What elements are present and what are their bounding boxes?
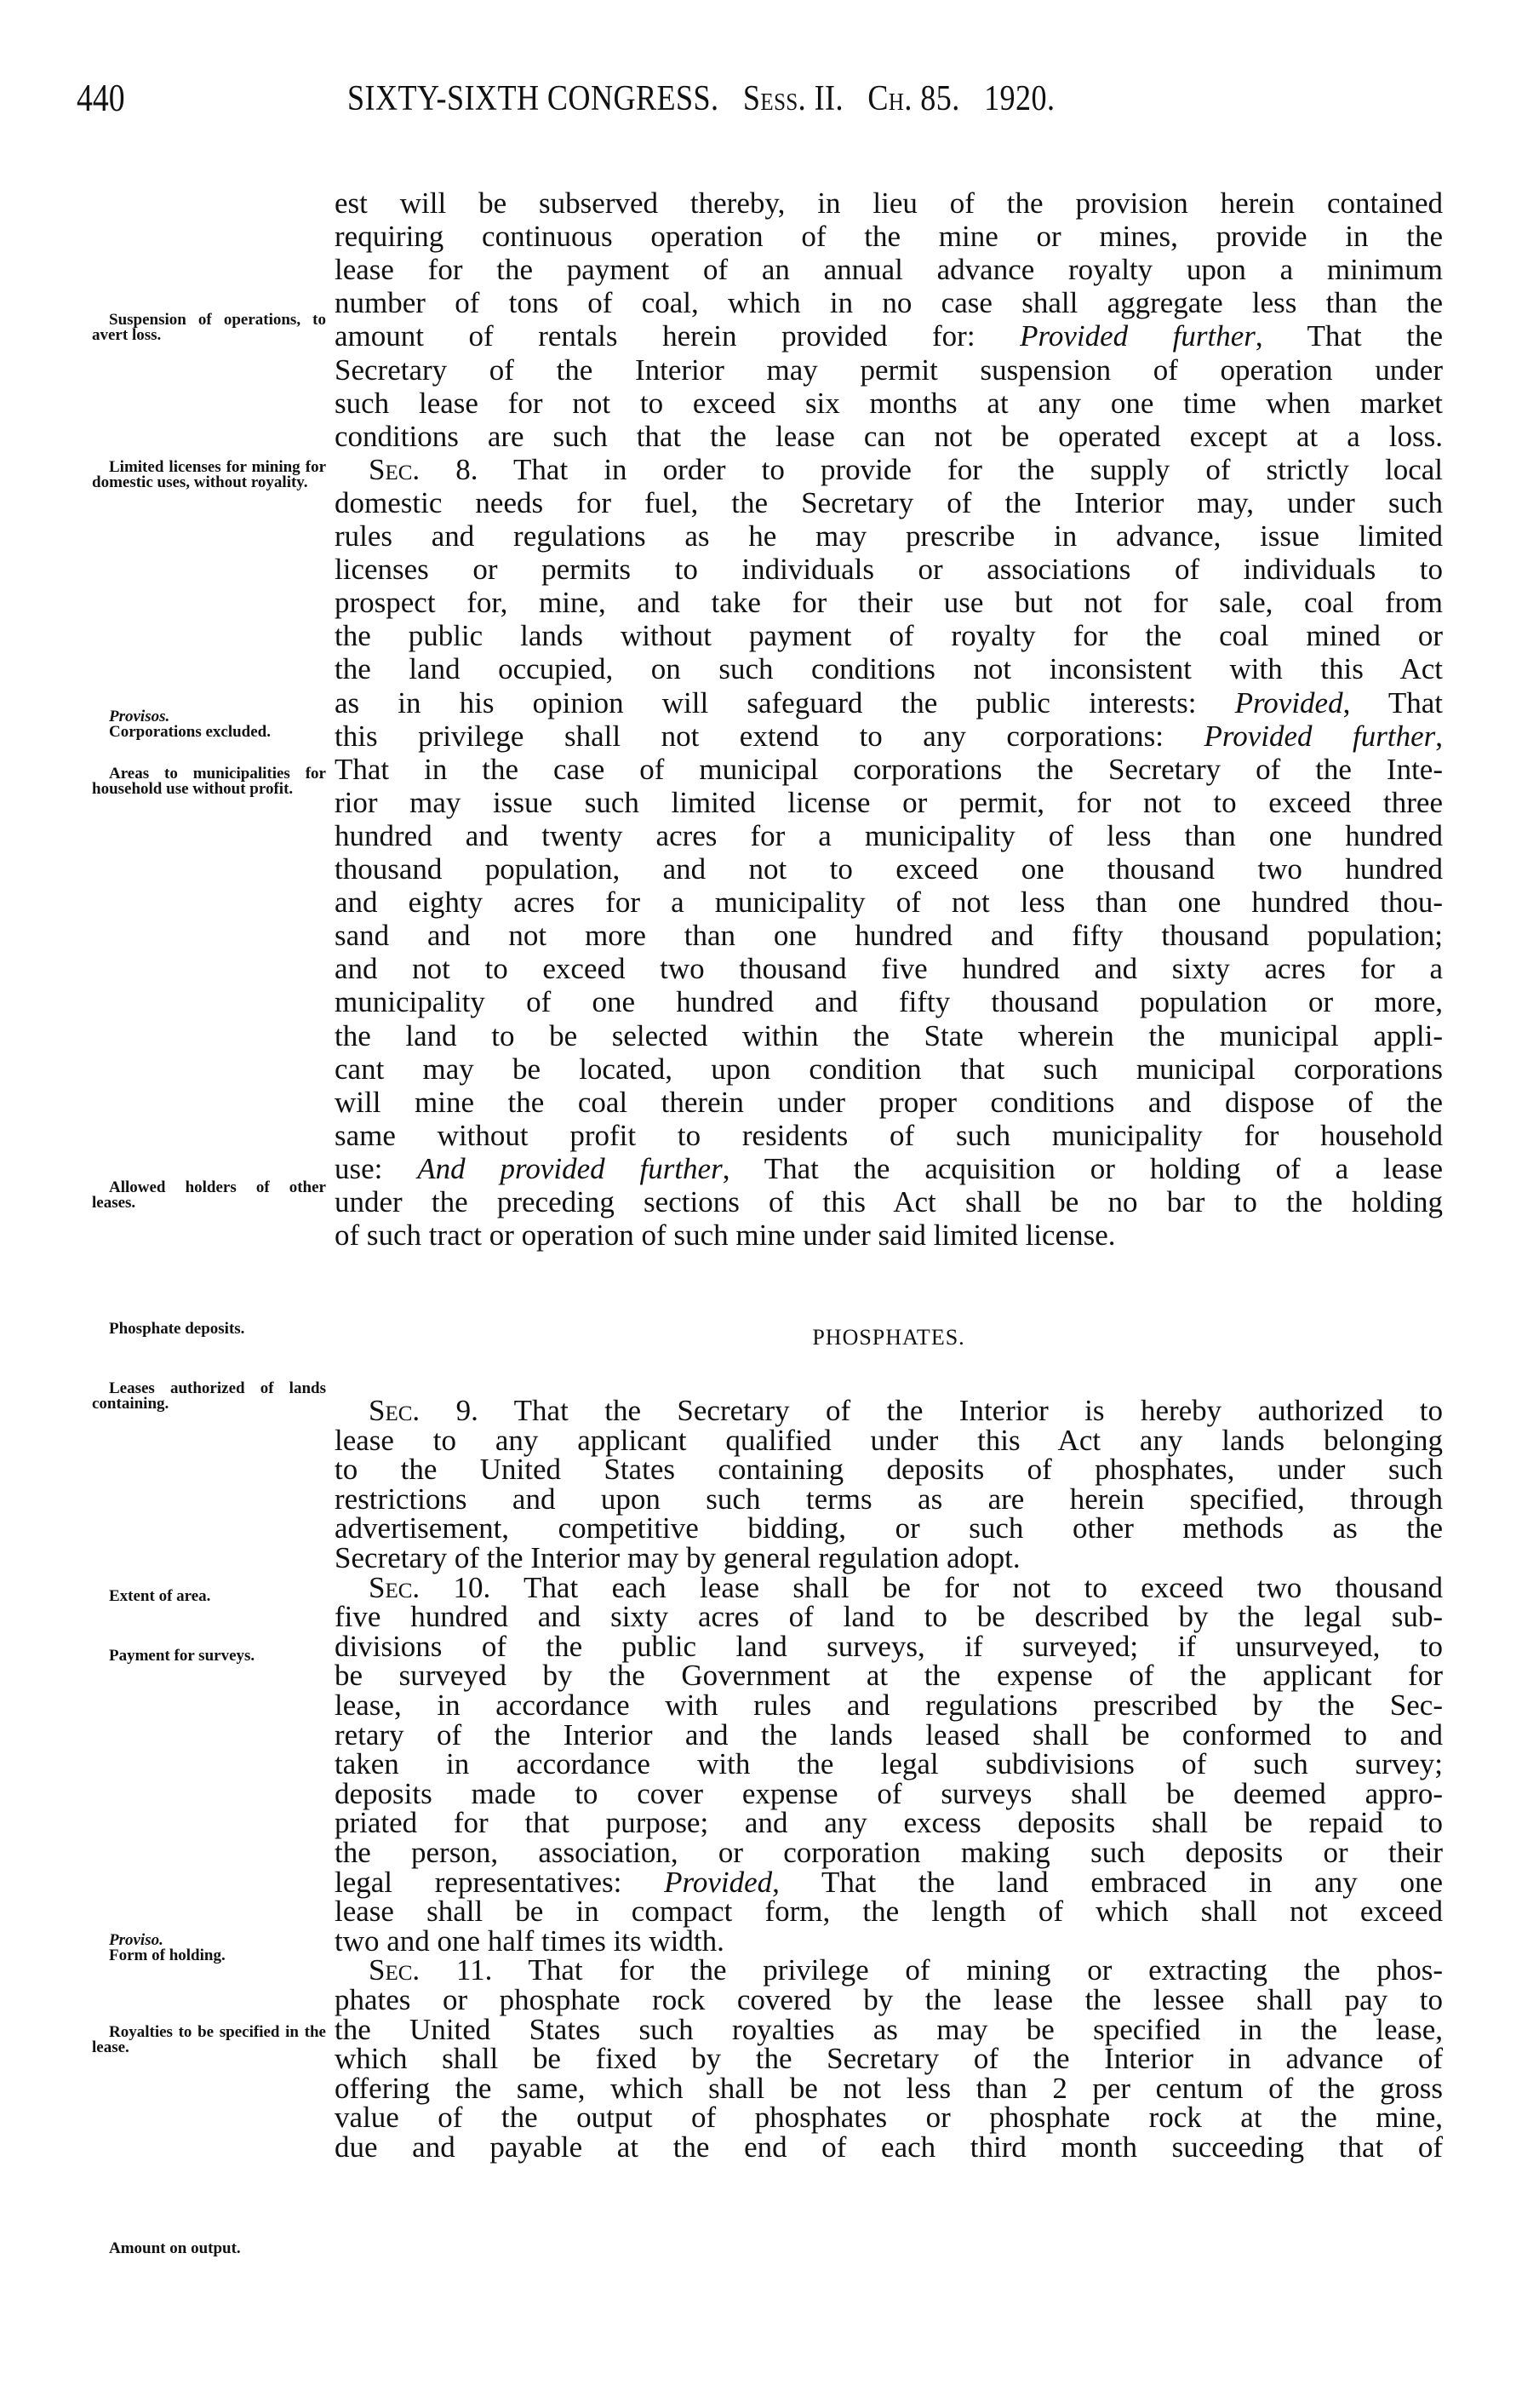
proviso-phrase: Provided [1234,685,1343,720]
margin-note: Allowed holders of other leases. [92,1178,326,1212]
text-line: deposits made to cover expense of surveys shall be deemed appro- [335,1776,1443,1810]
section-label: Sec. 10. [369,1570,491,1604]
section-label: Sec. 11. [369,1953,493,1987]
year-label: 1920. [984,79,1056,118]
text-line: divisions of the public land surveys, if surveyed; if unsurveyed, to [335,1629,1443,1663]
section-label: Sec. 8. [369,452,478,486]
text-line: rules and regulations as he may prescribe in advance, issue limited [335,519,1443,553]
text-line: lease for the payment of an annual advance royalty upon a minimum [335,253,1443,287]
margin-note: Areas to municipalities for household use without profit. [92,765,326,798]
page-number: 440 [77,76,125,119]
text-line: legal representatives: Provided, That the land embraced in any one [335,1865,1444,1899]
session-label: Sess. II. [742,79,844,118]
text-line: and not to exceed two thousand five hundred and sixty acres for a [335,952,1443,986]
text-line: municipality of one hundred and fifty thousand population or more, [335,985,1443,1019]
text-line: cant may be located, upon condition that such municipal corporations [335,1052,1443,1086]
proviso-phrase: And provided further [417,1151,723,1185]
text-line: lease to any applicant qualified under this Act any lands belonging [335,1423,1443,1457]
text-line: the land to be selected within the State wherein the municipal appli- [335,1018,1443,1052]
text-line: value of the output of phosphates or phosphate rock at the mine, [335,2101,1443,2135]
text-line: use: And provided further, That the acquisition or holding of a lease [335,1151,1444,1185]
running-head [347,78,1055,119]
margin-note: Limited licenses for mining for domestic uses, without royality. [92,458,326,491]
section-8-start: Sec. 8. That in order to provide for the supply of strictly local [369,452,1443,486]
proviso-phrase: Provided further [1020,319,1256,353]
text-line: the person, association, or corporation making such deposits or their [335,1836,1443,1869]
margin-note: Leases authorized of lands containing. [92,1379,326,1413]
margin-note: Royalties to be specified in the lease. [92,2023,326,2056]
text-line: sand and not more than one hundred and fifty thousand population; [335,919,1443,953]
proviso-phrase: Provided [664,1865,773,1899]
margin-note-proviso: Proviso. Form of holding. [109,1931,226,1964]
text-line: and eighty acres for a municipality of not less than one hundred thou- [335,886,1443,920]
margin-note-provisos: Provisos. Corporations excluded. [109,708,271,741]
margin-note: Phosphate deposits. [109,1320,245,1338]
text-line: requiring continuous operation of the mine or mines, provide in the [335,220,1443,254]
section-10-start: Sec. 10. That each lease shall be for not to exceed two thousand [369,1570,1443,1604]
section-9-start: Sec. 9. That the Secretary of the Interior is hereby authorized to [369,1394,1443,1427]
text-line: thousand population, and not to exceed one thousand two hundred [335,852,1443,886]
chapter-label: Ch. 85. [867,79,960,118]
section-11-start: Sec. 11. That for the privilege of mining or extracting the phos- [369,1953,1443,1987]
text-line: due and payable at the end of each third month succeeding that of [335,2130,1443,2164]
text-line: That in the case of municipal corporations the Secretary of the Inte- [335,752,1443,786]
text-line: advertisement, competitive bidding, or such other methods as the [335,1511,1443,1545]
text-line: restrictions and upon such terms as are herein specified, through [335,1482,1443,1516]
margin-note: Suspension of operations, to avert loss. [92,311,326,344]
text-line: of such tract or operation of such mine under said limited license. [335,1218,1116,1253]
text-line: to the United States containing deposits of phosphates, under such [335,1453,1443,1487]
text-line: which shall be fixed by the Secretary of the Interior in advance of [335,2042,1443,2076]
text-line: retary of the Interior and the lands leased shall be conformed to and [335,1717,1443,1752]
text-line: as in his opinion will safeguard the public interests: Provided, That [335,685,1443,720]
text-line: est will be subserved thereby, in lieu of the provision herein contained [335,186,1443,220]
margin-note-label: Proviso. [109,1931,163,1949]
text-line: under the preceding sections of this Act shall be no bar to the holding [335,1185,1443,1218]
margin-note: Extent of area. [109,1587,211,1605]
text-line: hundred and twenty acres for a municipality of less than one hundred [335,818,1443,852]
proviso-phrase: Provided further [1204,719,1436,753]
text-line: offering the same, which shall be not less than 2 per centum of the gross [335,2071,1443,2105]
text-line: rior may issue such limited license or permit, for not to exceed three [335,785,1443,819]
text-line: the land occupied, on such conditions not inconsistent with this Act [335,652,1443,686]
text-line: two and one half times its width. [335,1924,724,1958]
text-line: Secretary of the Interior may permit suspension of operation under [335,353,1443,387]
margin-note-label: Provisos. [109,708,170,725]
text-line: such lease for not to exceed six months at any one time when market [335,386,1443,420]
text-line: lease shall be in compact form, the length of which shall not exceed [335,1895,1443,1929]
text-line: same without profit to residents of such municipality for household [335,1118,1443,1152]
text-line: licenses or permits to individuals or associations of individuals to [335,553,1443,587]
section-label: Sec. 9. [369,1394,478,1427]
text-line: will mine the coal therein under proper conditions and dispose of the [335,1085,1443,1119]
text-line: be surveyed by the Government at the expense of the applicant for [335,1659,1443,1693]
text-line: domestic needs for fuel, the Secretary of the Interior may, under such [335,485,1443,519]
text-line: taken in accordance with the legal subdivisions of such survey; [335,1747,1443,1781]
page-header [0,75,1539,126]
text-line: the public lands without payment of royalty for the coal mined or [335,619,1443,653]
text-line: five hundred and sixty acres of land to be described by the legal sub- [335,1600,1443,1634]
text-line: Secretary of the Interior may by general regulation adopt. [335,1541,1021,1574]
text-line: this privilege shall not extend to any corporations: Provided further, [335,719,1443,753]
margin-note: Payment for surveys. [109,1647,255,1665]
section-heading-phosphates: PHOSPHATES. [812,1325,965,1350]
text-line: number of tons of coal, which in no case shall aggregate less than the [335,286,1443,320]
congress-title: SIXTY-SIXTH CONGRESS. [347,79,719,118]
text-line: phates or phosphate rock covered by the lease the lessee shall pay to [335,1983,1443,2016]
text-line: the United States such royalties as may be specified in the lease, [335,2012,1443,2046]
text-line: priated for that purpose; and any excess deposits shall be repaid to [335,1806,1443,1840]
text-line: amount of rentals herein provided for: Provided further, That the [335,319,1443,353]
text-line: conditions are such that the lease can not be operated except at a loss. [335,419,1443,453]
text-line: lease, in accordance with rules and regulations prescribed by the Sec- [335,1688,1443,1722]
margin-note: Amount on output. [109,2239,241,2257]
text-line: prospect for, mine, and take for their use but not for sale, coal from [335,586,1443,620]
